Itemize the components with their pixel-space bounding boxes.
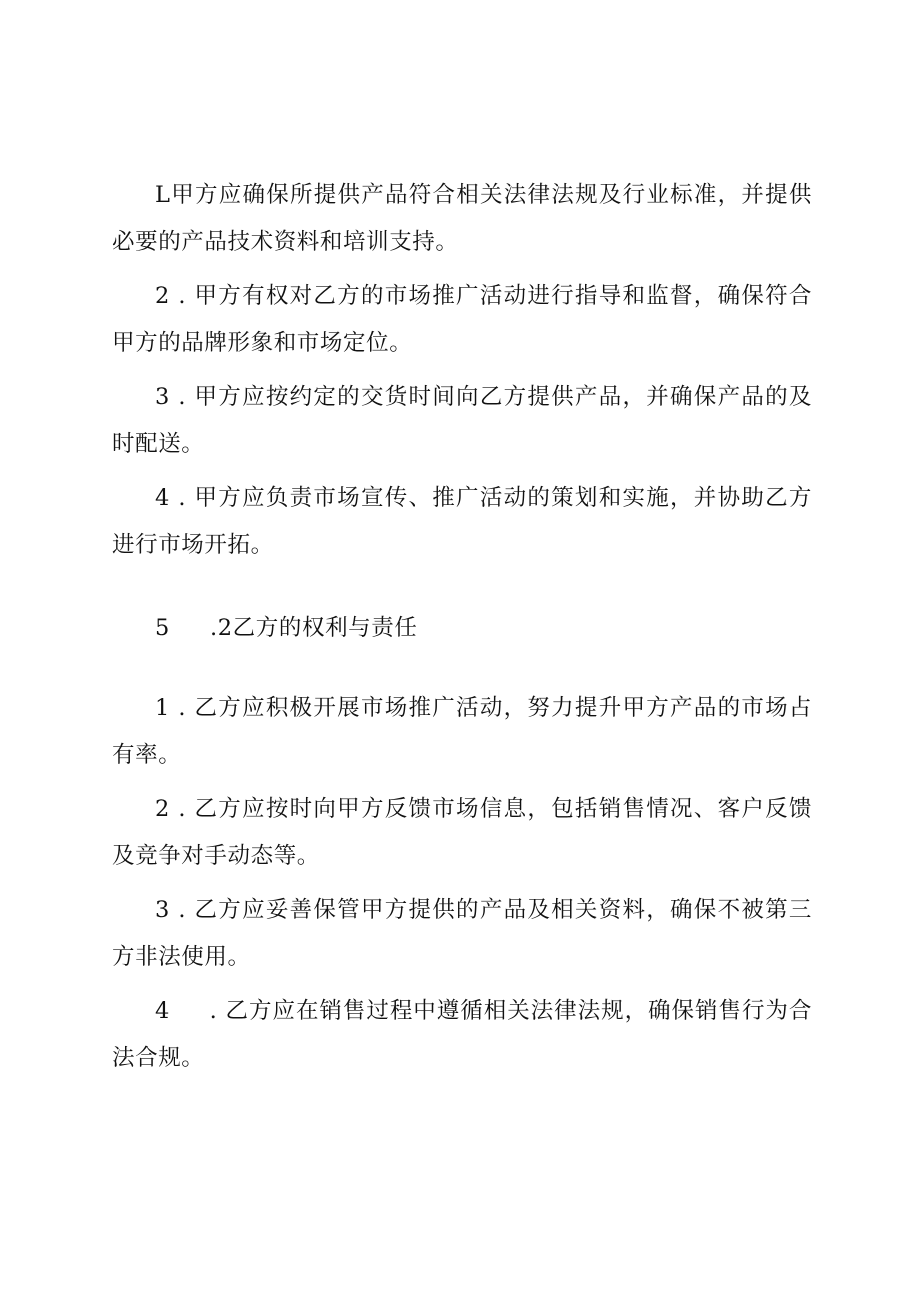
clause-a3: 3 . 甲方应按约定的交货时间向乙方提供产品，并确保产品的及时配送。	[112, 384, 812, 457]
document-body	[112, 172, 812, 1082]
clause-b4: 4 . 乙方应在销售过程中遵循相关法律法规，确保销售行为合法合规。	[112, 998, 812, 1071]
clause-b1: 1 . 乙方应积极开展市场推广活动，努力提升甲方产品的市场占有率。	[112, 695, 812, 768]
clause-b2: 2 . 乙方应按时向甲方反馈市场信息，包括销售情况、客户反馈及竞争对手动态等。	[112, 796, 812, 869]
clause-a4: 4 . 甲方应负责市场宣传、推广活动的策划和实施，并协助乙方进行市场开拓。	[112, 485, 812, 558]
clause-a2: 2 . 甲方有权对乙方的市场推广活动进行指导和监督，确保符合甲方的品牌形象和市场定位。	[112, 283, 812, 356]
section-heading-number: 5	[155, 615, 170, 641]
spacer	[112, 569, 812, 605]
clause-a1: L甲方应确保所提供产品符合相关法律法规及行业标准，并提供必要的产品技术资料和培训支持。	[112, 182, 812, 255]
section-heading	[112, 605, 812, 652]
clause-b3: 3 . 乙方应妥善保管甲方提供的产品及相关资料，确保不被第三方非法使用。	[112, 897, 812, 970]
section-heading-title: .2乙方的权利与责任	[210, 615, 418, 641]
spacer	[112, 652, 812, 685]
